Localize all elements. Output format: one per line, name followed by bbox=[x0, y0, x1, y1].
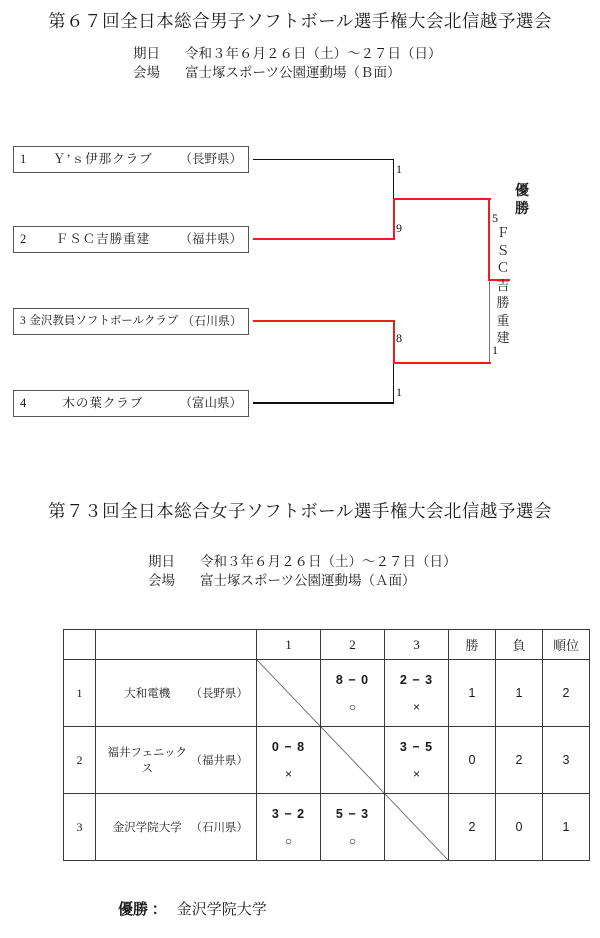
bracket-team-box-1 bbox=[13, 146, 249, 173]
champion-name-char: Ｃ bbox=[496, 260, 510, 275]
match-score: 3 − 2 bbox=[271, 806, 306, 821]
champion-name-char: 勝 bbox=[496, 295, 510, 310]
row-team-cell bbox=[96, 660, 257, 727]
bracket-line-final-upper bbox=[393, 198, 491, 200]
match-outcome-mark: ○ bbox=[348, 833, 357, 848]
table-body bbox=[64, 660, 590, 861]
match-result-cell bbox=[257, 727, 321, 794]
match-outcome-mark: × bbox=[412, 766, 420, 781]
mens-venue-value: 富士塚スポーツ公園運動場（Ｂ面） bbox=[185, 65, 401, 80]
row-team-pref: （福井県） bbox=[190, 755, 248, 767]
mens-tournament-title: 第６７回全日本総合男子ソフトボール選手権大会北信越予選会 bbox=[48, 11, 552, 31]
row-losses: 0 bbox=[496, 794, 543, 861]
champion-label-char: 勝 bbox=[515, 202, 529, 217]
score-final-bottom: 1 bbox=[492, 343, 498, 357]
mens-date-value: 令和３年６月２６日（土）〜２７日（日） bbox=[185, 46, 442, 61]
bracket-line-team3-winner bbox=[253, 320, 395, 322]
champion-name-char: Ｆ bbox=[496, 225, 510, 240]
bracket-team-box-4 bbox=[13, 390, 249, 417]
row-team-pref: （長野県） bbox=[190, 688, 248, 700]
match-score: 0 − 8 bbox=[271, 739, 306, 754]
score-semi-upper-top: 1 bbox=[396, 162, 402, 176]
bracket-line-semi-lower-vertical bbox=[393, 362, 395, 403]
team-seed-2: 2 bbox=[20, 232, 27, 246]
champion-label bbox=[513, 183, 531, 219]
match-result-cell bbox=[321, 660, 385, 727]
bracket-line-final-lower bbox=[393, 362, 491, 364]
diagonal-cell bbox=[385, 794, 449, 861]
womens-date-label: 期日 bbox=[148, 554, 175, 569]
womens-tournament-title: 第７３回全日本総合女子ソフトボール選手権大会北信越予選会 bbox=[48, 501, 552, 521]
row-team-pref: （石川県） bbox=[190, 822, 248, 834]
team-name-1: Ｙ’ｓ伊那クラブ bbox=[53, 152, 153, 166]
bracket-line-team2-winner bbox=[253, 238, 395, 240]
header-opponent-1: 1 bbox=[257, 630, 321, 660]
match-outcome-mark: ○ bbox=[348, 699, 357, 714]
mens-date-label: 期日 bbox=[133, 46, 160, 61]
row-team-name: 福井フェニックス bbox=[107, 747, 187, 775]
bracket-line-final-vertical-loser bbox=[489, 280, 491, 363]
header-losses: 負 bbox=[496, 630, 543, 660]
team-seed-4: 4 bbox=[20, 396, 27, 410]
row-rank: 3 bbox=[543, 727, 590, 794]
match-result-cell bbox=[385, 660, 449, 727]
team-seed-1: 1 bbox=[20, 152, 27, 166]
row-team-name: 金沢学院大学 bbox=[112, 822, 182, 834]
bracket-line-semi-lower-winner-vertical bbox=[393, 320, 395, 364]
match-score: 3 − 5 bbox=[399, 739, 434, 754]
row-wins: 1 bbox=[449, 660, 496, 727]
diagonal-cell bbox=[321, 727, 385, 794]
womens-event-info bbox=[148, 552, 457, 590]
table-row bbox=[64, 727, 590, 794]
team-name-2: ＦＳＣ吉勝重建 bbox=[55, 232, 151, 246]
score-semi-lower-bottom: 1 bbox=[396, 385, 402, 399]
match-outcome-mark: × bbox=[412, 699, 420, 714]
header-no bbox=[64, 630, 96, 660]
score-final-top: 5 bbox=[492, 211, 498, 225]
diagonal-cell bbox=[257, 660, 321, 727]
bracket-line-team4 bbox=[253, 402, 394, 404]
match-score: 8 − 0 bbox=[335, 672, 370, 687]
champion-name bbox=[494, 224, 512, 347]
row-wins: 2 bbox=[449, 794, 496, 861]
row-number: 2 bbox=[64, 727, 96, 794]
champion-name-char: 建 bbox=[496, 330, 510, 345]
match-result-cell bbox=[385, 727, 449, 794]
womens-winner-line bbox=[118, 898, 267, 919]
row-number: 1 bbox=[64, 660, 96, 727]
row-wins: 0 bbox=[449, 727, 496, 794]
champion-name-char: Ｓ bbox=[496, 242, 510, 258]
table-row bbox=[64, 794, 590, 861]
team-seed-3: 3 bbox=[20, 315, 26, 327]
champion-label-char: 優 bbox=[515, 184, 529, 199]
womens-venue-value: 富士塚スポーツ公園運動場（Ａ面） bbox=[200, 573, 416, 588]
team-pref-1: （長野県） bbox=[179, 152, 242, 166]
match-result-cell bbox=[321, 794, 385, 861]
row-rank: 1 bbox=[543, 794, 590, 861]
team-name-4: 木の葉クラブ bbox=[62, 396, 144, 410]
team-pref-2: （福井県） bbox=[179, 232, 242, 246]
score-semi-lower-top: 8 bbox=[396, 331, 402, 345]
header-opponent-3: 3 bbox=[385, 630, 449, 660]
header-opponent-2: 2 bbox=[321, 630, 385, 660]
match-score: 5 − 3 bbox=[335, 806, 370, 821]
mens-venue-label: 会場 bbox=[133, 65, 160, 80]
match-score: 2 − 3 bbox=[399, 672, 434, 687]
bracket-line-final-vertical-winner bbox=[488, 198, 490, 280]
match-outcome-mark: ○ bbox=[284, 833, 293, 848]
row-losses: 1 bbox=[496, 660, 543, 727]
row-losses: 2 bbox=[496, 727, 543, 794]
winner-name: 金沢学院大学 bbox=[176, 902, 267, 918]
team-pref-4: （富山県） bbox=[179, 396, 242, 410]
row-rank: 2 bbox=[543, 660, 590, 727]
header-wins: 勝 bbox=[449, 630, 496, 660]
score-semi-upper-bottom: 9 bbox=[396, 221, 402, 235]
womens-venue-row bbox=[148, 571, 457, 590]
bracket-team-box-3 bbox=[13, 308, 249, 335]
bracket-team-box-2 bbox=[13, 226, 249, 253]
champion-name-char: 吉 bbox=[496, 277, 510, 293]
row-team-name: 大和電機 bbox=[124, 688, 171, 700]
row-team-cell bbox=[96, 794, 257, 861]
champion-name-char: 重 bbox=[496, 312, 510, 328]
womens-date-row bbox=[148, 552, 457, 571]
womens-date-value: 令和３年６月２６日（土）〜２７日（日） bbox=[200, 554, 457, 569]
header-rank: 順位 bbox=[543, 630, 590, 660]
table-header-row bbox=[64, 630, 590, 660]
womens-venue-label: 会場 bbox=[148, 573, 175, 588]
row-team-cell bbox=[96, 727, 257, 794]
header-team bbox=[96, 630, 257, 660]
winner-label: 優勝 ： bbox=[118, 902, 167, 918]
match-outcome-mark: × bbox=[284, 766, 292, 781]
team-pref-3: （石川県） bbox=[181, 314, 242, 328]
bracket-line-team1 bbox=[253, 159, 394, 161]
team-name-3: 金沢教員ソフトボールクラブ bbox=[29, 315, 179, 327]
table-header bbox=[64, 630, 590, 660]
match-result-cell bbox=[257, 794, 321, 861]
bracket-line-semi-upper-winner-vertical bbox=[393, 198, 395, 240]
womens-round-robin-table bbox=[63, 629, 590, 861]
row-number: 3 bbox=[64, 794, 96, 861]
table-row bbox=[64, 660, 590, 727]
